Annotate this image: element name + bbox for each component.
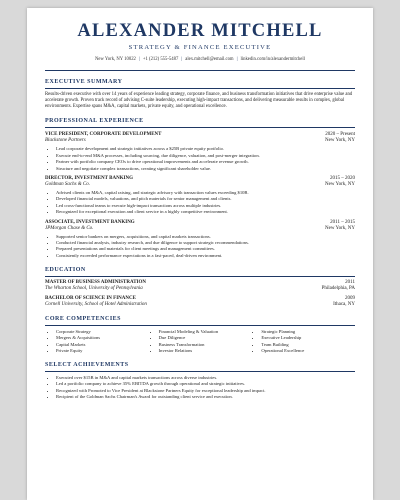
section-title: SELECT ACHIEVEMENTS [45, 361, 129, 368]
education-entry [45, 280, 355, 292]
section-divider [45, 88, 355, 89]
competency-item: • Private Equity [56, 348, 150, 354]
competency-grid [45, 329, 355, 354]
summary-text: Results-driven executive with over 14 years of experience leading strategy, corporate finance, and business transformation initiatives that drive enterprise value and accelerate growth. Proven track record of advising C-suite leadership, executing high-impact transactions, and delivering measurable results in complex, global environments. Expertise spans M&A, capital markets, private equity, and operational excellence. [45, 92, 353, 110]
job-bullet: • Execute end-to-end M&A processes, including sourcing, due diligence, valuation, and post-merger integration. [56, 153, 355, 159]
competency-item: • Strategic Planning [261, 329, 355, 335]
section-title: PROFESSIONAL EXPERIENCE [45, 118, 144, 125]
achievement-item: • Executed over $15B in M&A and capital markets transactions across diverse industries. [56, 375, 355, 381]
job-location: New York, NY [324, 138, 355, 144]
experience-section [45, 118, 355, 259]
section-divider [45, 276, 355, 277]
job-entry [45, 132, 355, 172]
achievement-list [45, 375, 355, 401]
job-location: New York, NY [324, 181, 355, 187]
degree-title: MASTER OF BUSINESS ADMINISTRATION [45, 280, 146, 286]
section-title: CORE COMPETENCIES [45, 316, 122, 323]
candidate-tagline: STRATEGY & FINANCE EXECUTIVE [128, 44, 272, 51]
job-bullet: • Recognized for exceptional execution and client service in a highly competitive environment. [56, 209, 355, 215]
achievements-section [45, 362, 355, 401]
section-divider [45, 325, 355, 326]
achievement-item: • Recognized with Promoted to Vice President at Blackstone Partners Equity for exceptional leadership and impact. [56, 388, 355, 394]
degree-year: 2011 [345, 280, 355, 286]
competency-item: • Business Transformation [159, 342, 253, 348]
competency-item: • Capital Markets [56, 342, 150, 348]
job-bullet: • Advised clients on M&A, capital raising, and strategic advisory with transaction values exceeding $10B. [56, 190, 355, 196]
contact-separator: | [181, 57, 183, 62]
job-title: DIRECTOR, INVESTMENT BANKING [45, 175, 134, 181]
competency-item: • Investor Relations [159, 348, 253, 354]
contact-linkedin[interactable]: linkedin.com/in/alexandermitchell [240, 57, 305, 62]
job-dates: 2011 – 2015 [330, 219, 355, 225]
section-title: EXECUTIVE SUMMARY [45, 79, 123, 85]
job-bullet: • Structure and negotiate complex transactions, creating significant shareholder value. [56, 166, 355, 172]
school-location: Philadelphia, PA [321, 286, 355, 292]
competencies-section [45, 316, 355, 354]
job-location: New York, NY [324, 225, 355, 231]
competency-item: • Financial Modeling & Valuation [159, 329, 253, 335]
job-entry [45, 176, 355, 216]
job-title: VICE PRESIDENT, CORPORATE DEVELOPMENT [45, 132, 162, 138]
job-entry [45, 220, 355, 260]
contact-separator: | [138, 57, 140, 62]
header-divider [45, 70, 355, 71]
competency-item: • Due Diligence [159, 335, 253, 341]
achievement-item: • Recipient of the Goldman Sachs Chairman's Award for outstanding client service and execution. [56, 394, 355, 400]
job-dates: 2020 – Present [325, 132, 355, 138]
contact-location: New York, NY 10022 [95, 57, 136, 62]
competency-column [47, 329, 150, 354]
school-name: Cornell University, School of Hotel Administration [45, 302, 147, 308]
resume-page [27, 8, 373, 500]
competency-item: • Executive Leadership [261, 335, 355, 341]
competency-item: • Mergers & Acquisitions [56, 335, 150, 341]
section-divider [45, 127, 355, 128]
competency-column [252, 329, 355, 354]
job-company: Goldman Sachs & Co. [45, 181, 90, 187]
contact-phone: +1 (212) 555-5487 [142, 57, 179, 62]
contact-separator: | [236, 57, 238, 62]
job-bullet: • Partner with portfolio company CEOs to drive operational improvements and accelerate revenue growth. [56, 159, 355, 165]
job-bullet: • Developed financial models, valuations, and pitch materials for senior management and clients. [56, 196, 355, 202]
section-divider [45, 371, 355, 372]
school-name: The Wharton School, University of Pennsylvania [45, 286, 143, 292]
competency-item: • Operational Excellence [261, 348, 355, 354]
education-section [45, 267, 355, 308]
achievement-item: • Led a portfolio company to achieve 35% EBITDA growth through operational and strategic initiatives. [56, 381, 355, 387]
job-dates: 2015 – 2020 [330, 175, 355, 181]
section-title: EDUCATION [45, 267, 86, 274]
degree-year: 2009 [345, 296, 355, 302]
job-title: ASSOCIATE, INVESTMENT BANKING [45, 219, 135, 225]
school-location: Ithaca, NY [333, 302, 355, 308]
job-bullet: • Led cross-functional teams to execute high-impact transactions across multiple industries. [56, 203, 355, 209]
job-bullet: • Supported senior bankers on mergers, acquisitions, and capital markets transactions. [56, 234, 355, 240]
degree-title: BACHELOR OF SCIENCE IN FINANCE [45, 296, 136, 302]
competency-column [150, 329, 253, 354]
contact-line [45, 57, 355, 63]
job-company: JPMorgan Chase & Co. [45, 225, 94, 231]
job-bullet: • Lead corporate development and strategic initiatives across a $25B private equity portfolio. [56, 146, 355, 152]
candidate-name: ALEXANDER MITCHELL [77, 21, 323, 41]
competency-item: • Corporate Strategy [56, 329, 150, 335]
contact-email[interactable]: alex.mitchell@email.com [185, 57, 234, 62]
competency-item: • Team Building [261, 342, 355, 348]
education-entry [45, 296, 355, 308]
job-company: Blackstone Partners [45, 138, 86, 144]
job-bullet: • Conducted financial analysis, industry research, and due diligence to support strategic recommendations. [56, 240, 355, 246]
summary-section [45, 79, 355, 110]
job-bullet: • Consistently exceeded performance expectations in a fast-paced, deal-driven environment. [56, 253, 355, 259]
job-bullet: • Prepared presentations and materials for client meetings and management committees. [56, 246, 355, 252]
